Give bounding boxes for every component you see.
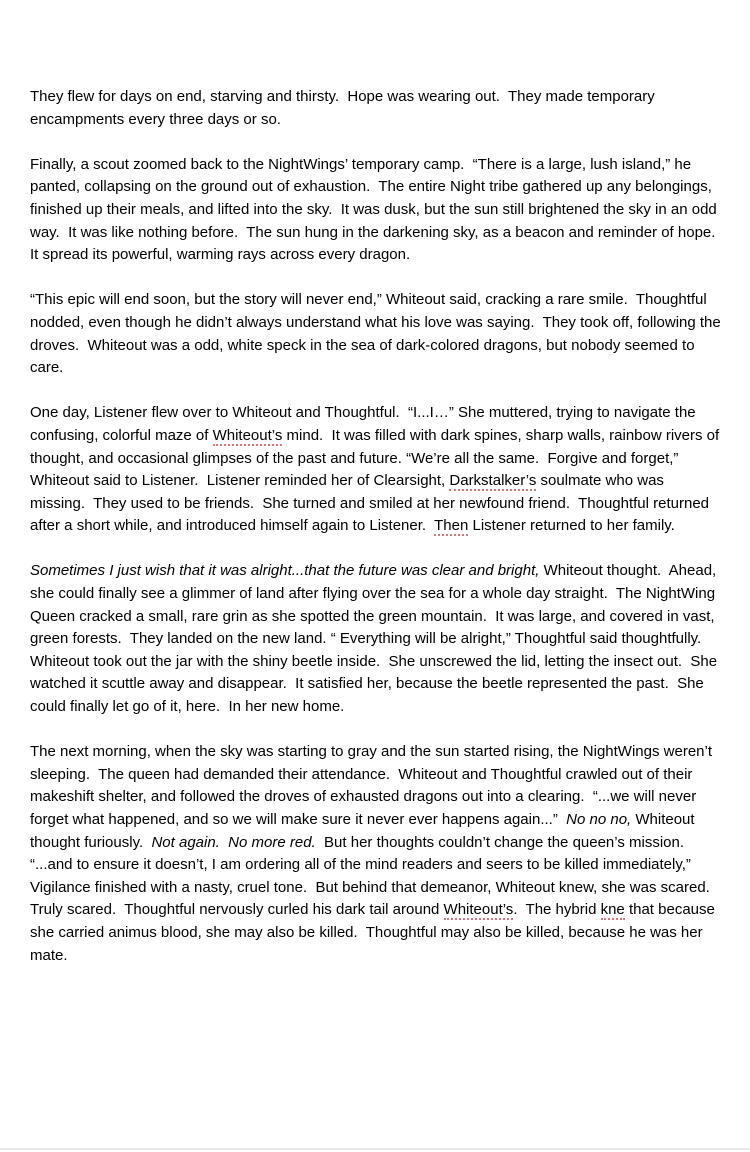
text-run: Not again. No more red. <box>151 833 316 851</box>
paragraph[interactable] <box>30 560 722 718</box>
text-run: . The hybrid <box>513 901 601 919</box>
text-run: But her thoughts couldn’t change the queen’s mission. “...and to ensure it doesn’t, I am ordering all of the mind readers and seers to be killed immediately,” Vigilance finished with a nasty, cruel tone. But behind that demeanor, Whiteout knew, she was scared. Truly scared. Thoughtful nervously curled his dark tail around <box>30 833 718 919</box>
misspelled-text-run: Whiteout’s <box>212 426 283 444</box>
paragraph[interactable] <box>30 86 722 131</box>
text-run: Finally, a scout zoomed back to the NightWings’ temporary camp. “There is a large, lush island,” he panted, collapsing on the ground out of exhaustion. The entire Night tribe gathered up any belongings, finished up their meals, and lifted into the sky. It was dusk, but the sun still brightened the sky in an odd way. It was like nothing before. The sun hung in the darkening sky, as a beacon and reminder of hope. It spread its powerful, warming rays across every dragon. <box>30 155 724 264</box>
text-run: Whiteout thought. Ahead, she could finally see a glimmer of land after flying over the sea for a whole day straight. The NightWing Queen cracked a small, rare grin as she spotted the green mountain. It was large, and covered in vast, green forests. They landed on the new land. “ Everything will be alright,” Thoughtful said thoughtfully. Whiteout took out the jar with the shiny beetle inside. She unscrewed the lid, letting the insect out. She watched it scuttle away and disappear. It satisfied her, because the beetle represented the past. She could finally let go of it, here. In her new home. <box>30 562 722 716</box>
text-run: The next morning, when the sky was starting to gray and the sun started rising, the NightWings weren’t sleeping. The queen had demanded their attendance. Whiteout and Thoughtful crawled out of their makeshift shelter, and followed the droves of exhausted dragons out into a clearing. “...we will never forget what happened, and so we will make sure it never ever happens again...” <box>30 743 717 828</box>
text-run: Whiteout thought furiously. <box>30 811 699 851</box>
paragraph[interactable] <box>30 154 722 267</box>
text-run: One day, Listener flew over to Whiteout and Thoughtful. “I...I…” She muttered, trying to navigate the confusing, colorful maze of <box>30 404 700 444</box>
paragraph[interactable] <box>30 289 725 379</box>
text-run: soulmate who was missing. They used to be friends. She turned and smiled at her newfound friend. Thoughtful returned after a short while, and introduced himself again to Listener. <box>30 472 714 535</box>
misspelled-text-run: kne <box>600 901 625 919</box>
text-run: They flew for days on end, starving and thirsty. Hope was wearing out. They made temporary encampments every three days or so. <box>30 88 659 128</box>
page-bottom-divider <box>0 1148 750 1150</box>
text-run: that because she carried animus blood, she may also be killed. Thoughtful may also be killed, because he was her mate. <box>30 901 720 964</box>
text-run: mind. It was filled with dark spines, sharp walls, rainbow rivers of thought, and occasional glimpses of the past and future. “We’re all the same. Forgive and forget,” Whiteout said to Listener. Listener reminded her of Clearsight, <box>30 426 724 490</box>
misspelled-text-run: Whiteout’s <box>443 901 514 919</box>
paragraph[interactable] <box>30 741 722 967</box>
document-body[interactable] <box>30 0 725 967</box>
text-run: Sometimes I just wish that it was alright...that the future was clear and bright, <box>30 562 540 580</box>
text-run: “This epic will end soon, but the story will never end,” Whiteout said, cracking a rare smile. Thoughtful nodded, even though he didn’t always understand what his love was saying. They took off, following the droves. Whiteout was a odd, white speck in the sea of dark-colored dragons, but nobody seemed to care. <box>30 291 725 377</box>
paragraph[interactable] <box>30 402 722 538</box>
misspelled-text-run: Darkstalker’s <box>449 472 537 490</box>
misspelled-text-run: Then <box>434 517 469 535</box>
text-run: No no no, <box>566 811 632 828</box>
text-run: Listener returned to her family. <box>468 517 675 535</box>
